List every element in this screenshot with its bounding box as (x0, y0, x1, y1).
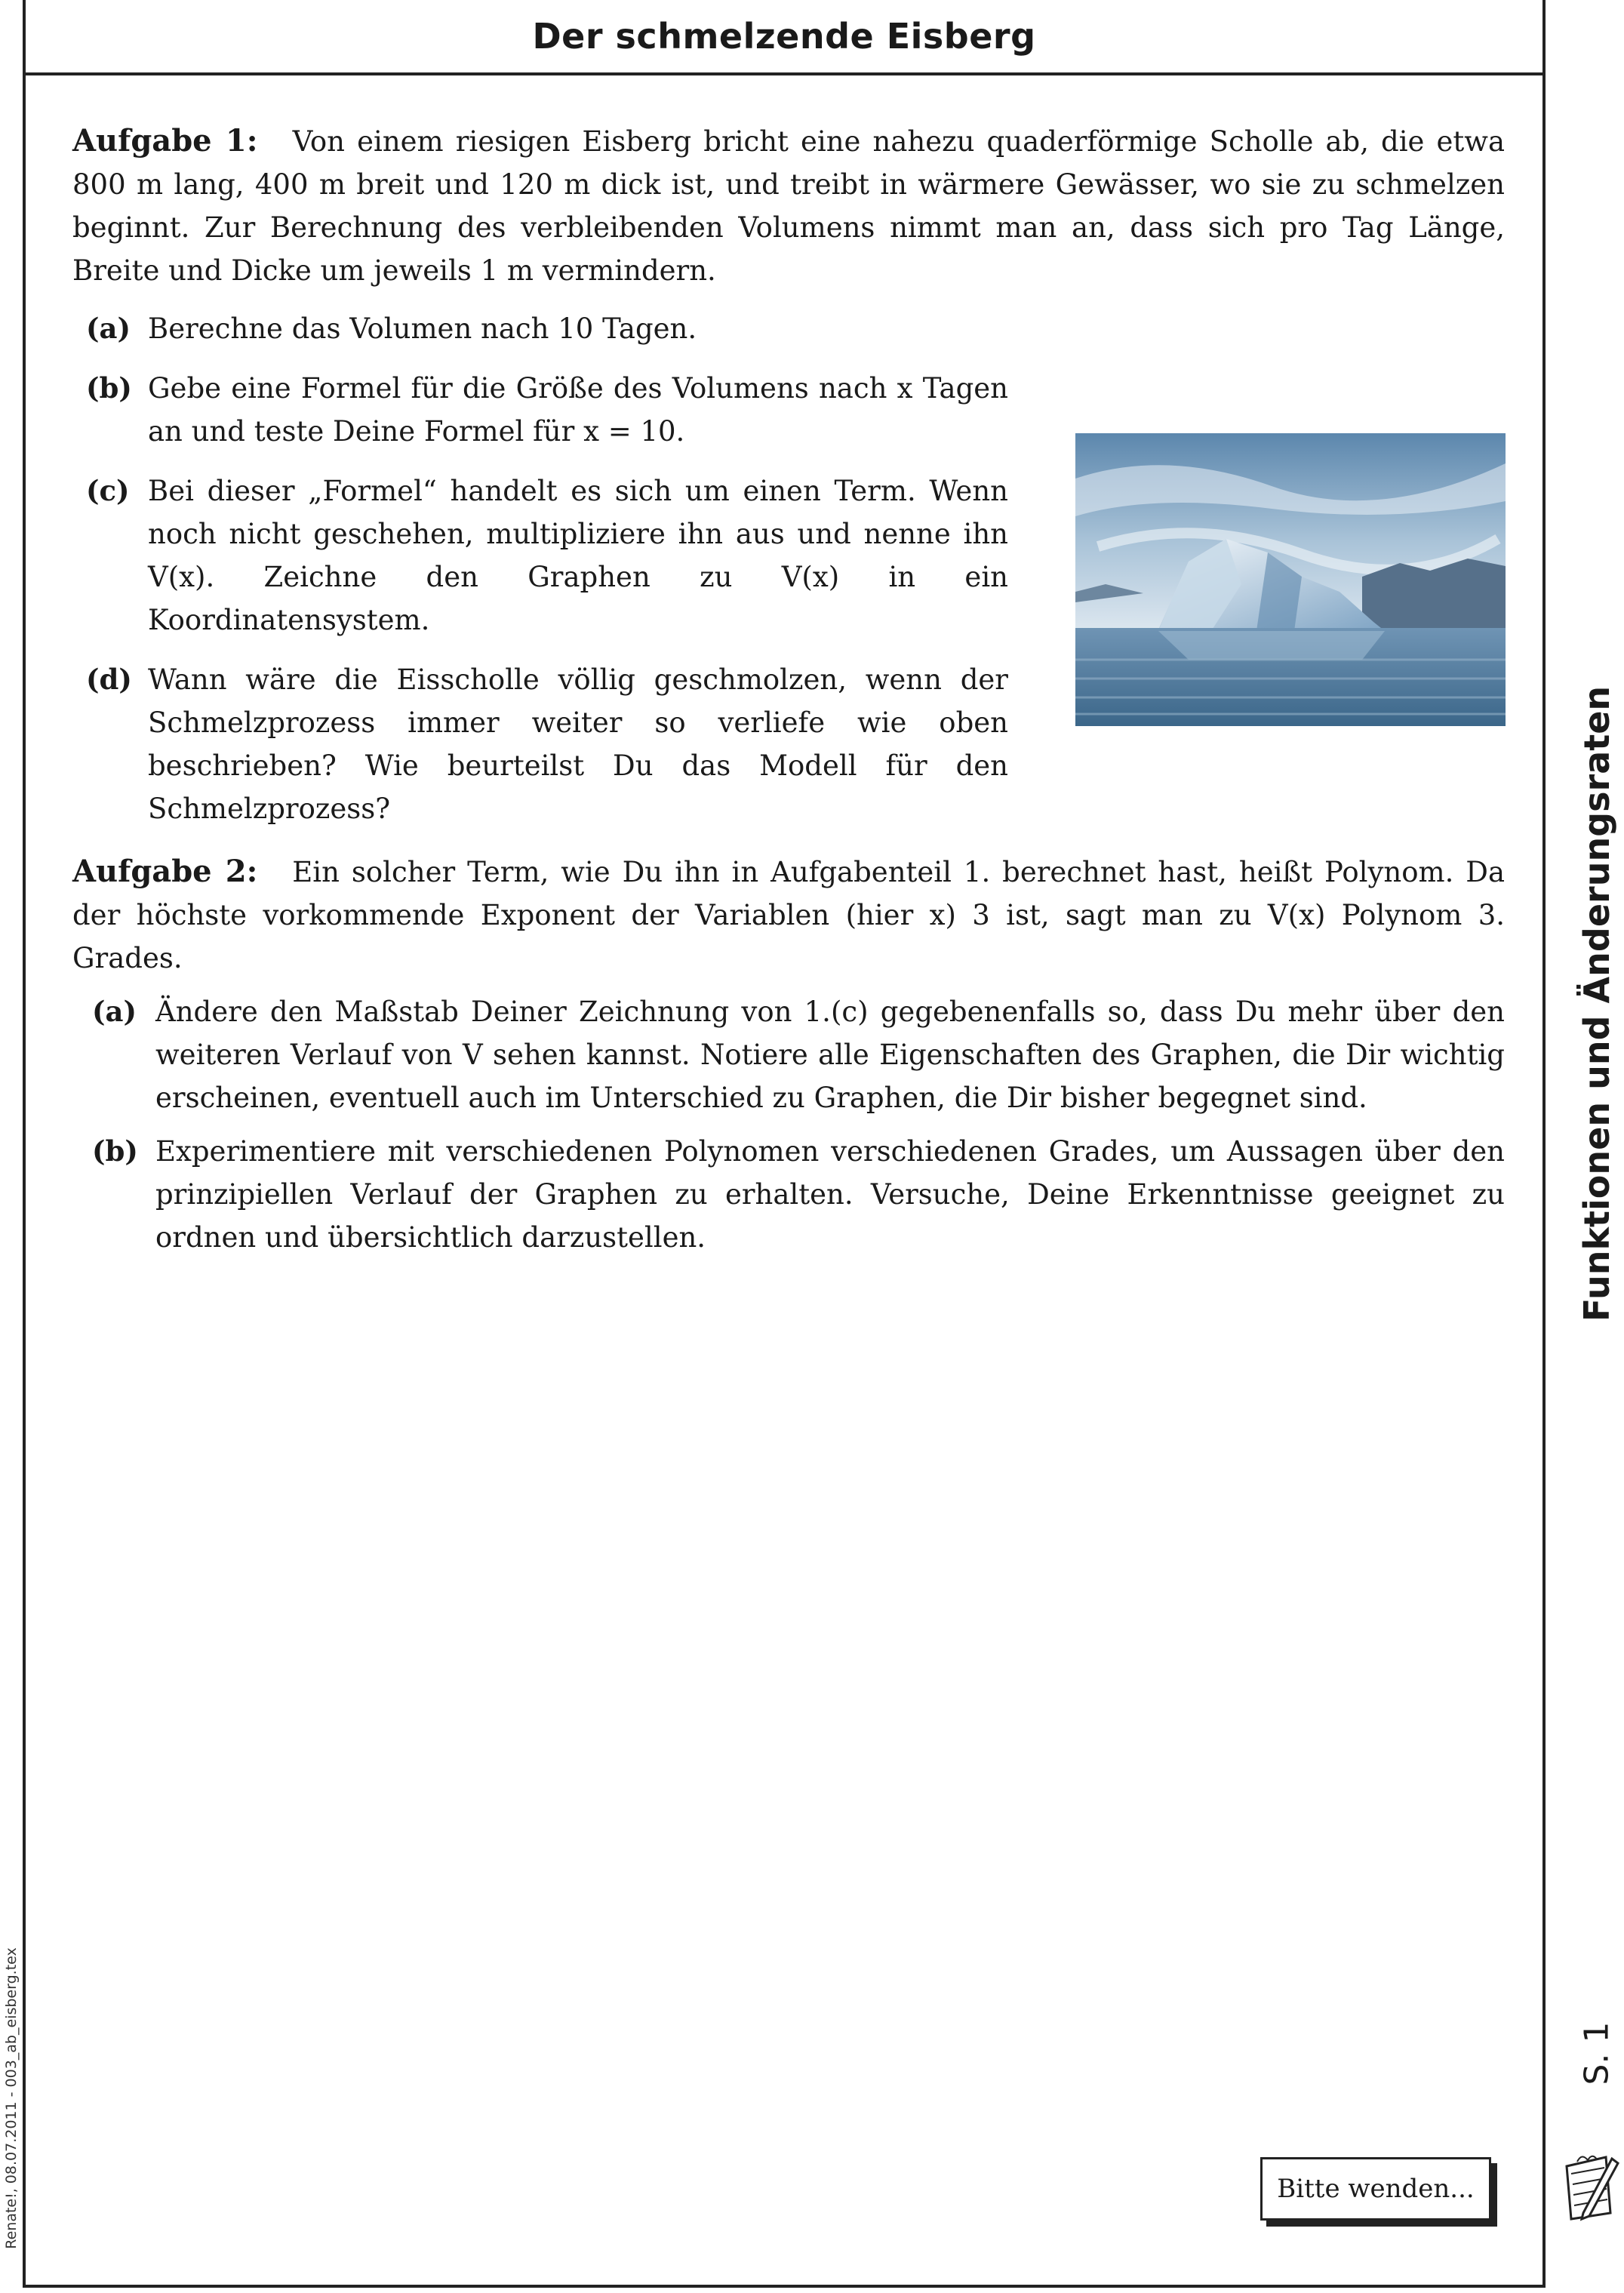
file-info (0, 1910, 23, 2287)
item-label: (b) (92, 1134, 138, 1168)
iceberg-illustration (1075, 433, 1506, 726)
notebook-pencil-icon (1561, 2144, 1621, 2227)
iceberg-photo (1075, 433, 1506, 726)
task-2-items (72, 990, 1505, 1259)
task-2-item (72, 1130, 1505, 1259)
side-topic (1570, 685, 1624, 1322)
file-info-label: Renate!, 08.07.2011 - 003_ab_eisberg.tex (3, 1947, 20, 2249)
task-1-item (72, 367, 1008, 453)
turn-page-label: Bitte wenden... (1277, 2174, 1475, 2204)
task-2-item (72, 990, 1505, 1119)
item-label: (a) (92, 995, 137, 1028)
item-text: Berechne das Volumen nach 10 Tagen. (148, 312, 697, 345)
item-text: Gebe eine Formel für die Größe des Volumens nach x Tagen an und teste Deine Formel für x = 10. (148, 372, 1008, 448)
item-label: (a) (86, 312, 131, 345)
item-label: (c) (86, 474, 130, 507)
task-1-text: Von einem riesigen Eisberg bricht eine nahezu quaderförmige Scholle ab, die etwa 800 m lang, 400 m breit und 120 m dick ist, und treibt in wärmere Gewässer, wo sie zu schmelzen beginnt. Zur Berechnung des verbleibenden Volumens nimmt man an, dass sich pro Tag Länge, Breite und Dicke um jeweils 1 m vermindern. (72, 125, 1506, 287)
task-2-label: Aufgabe 2: (72, 854, 258, 889)
page-title: Der schmelzende Eisberg (532, 16, 1036, 57)
turn-page-box (1260, 2157, 1491, 2221)
item-text: Bei dieser „Formel“ handelt es sich um einen Term. Wenn noch nicht geschehen, multipliziere ihn aus und nenne ihn V(x). Zeichne den Graphen zu V(x) in ein Koordinatensystem. (148, 475, 1008, 636)
item-text: Wann wäre die Eisscholle völlig geschmolzen, wenn der Schmelzprozess immer weiter so verliefe wie oben beschrieben? Wie beurteilst Du das Modell für den Schmelzprozess? (148, 663, 1008, 825)
task-1-item (72, 658, 1008, 830)
task-1-items (72, 307, 1008, 830)
task-1-intro (72, 119, 1505, 292)
task-1-label: Aufgabe 1: (72, 123, 258, 159)
item-text: Experimentiere mit verschiedenen Polynomen verschiedenen Grades, um Aussagen über den prinzipiellen Verlauf der Graphen zu erhalten. Versuche, Deine Erkenntnisse geeignet zu ordnen und übersichtlich darzustellen. (155, 1135, 1505, 1254)
page-number-label: S. 1 (1577, 2021, 1616, 2085)
task-1-item (72, 469, 1008, 642)
item-label: (d) (86, 663, 132, 696)
task-1-item (72, 307, 1008, 350)
item-label: (b) (86, 371, 132, 405)
item-text: Ändere den Maßstab Deiner Zeichnung von 1.(c) gegebenenfalls so, dass Du mehr über den weiteren Verlauf von V sehen kannst. Notiere alle Eigenschaften des Graphen, die Dir wichtig erscheinen, eventuell auch im Unterschied zu Graphen, die Dir bisher begegnet sind. (155, 996, 1505, 1114)
task-2-text: Ein solcher Term, wie Du ihn in Aufgabenteil 1. berechnet hast, heißt Polynom. Da der höchste vorkommende Exponent der Variablen (hier x) 3 ist, sagt man zu V(x) Polynom 3. Grades. (72, 856, 1505, 974)
side-topic-label: Funktionen und Änderungsraten (1576, 685, 1618, 1322)
title-bar (23, 0, 1546, 75)
task-2-intro (72, 850, 1505, 980)
page-number (1570, 2008, 1624, 2098)
